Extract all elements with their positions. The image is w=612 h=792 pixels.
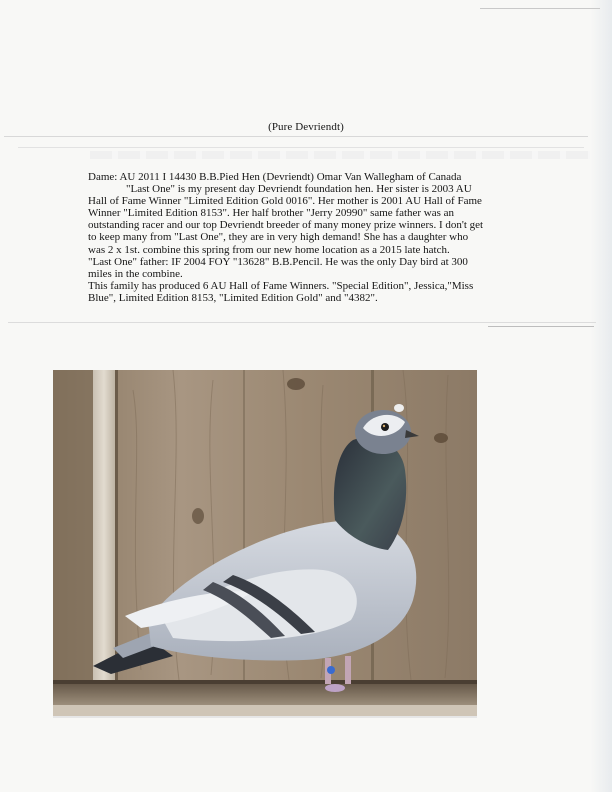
divider-line xyxy=(488,326,594,327)
pedigree-text xyxy=(88,171,528,304)
page-title: (Pure Devriendt) xyxy=(268,121,344,133)
photo-bottom-edge xyxy=(53,716,477,718)
divider-line xyxy=(4,136,588,137)
pedigree-line: This family has produced 6 AU Hall of Fame Winners. "Special Edition", Jessica,"Miss xyxy=(88,279,474,292)
pedigree-line: Hall of Fame Winner "Limited Edition Gold 0016". Her mother is 2001 AU Hall of Fame xyxy=(88,195,482,208)
pigeon-photo-drawing xyxy=(53,370,477,716)
pedigree-line: Winner "Limited Edition 8153". Her half brother "Jerry 20990" same father was an xyxy=(88,207,455,220)
pedigree-line: Blue", Limited Edition 8153, "Limited Edition Gold" and "4382". xyxy=(88,291,378,304)
pigeon-photo xyxy=(53,370,477,716)
pedigree-line: Dame: AU 2011 I 14430 B.B.Pied Hen (Devriendt) Omar Van Wallegham of Canada xyxy=(88,171,462,183)
pedigree-line: to keep many from "Last One", they are in very high demand! She has a daughter who xyxy=(88,231,469,244)
divider-line xyxy=(8,322,596,323)
pedigree-line: "Last One" father: IF 2004 FOY "13628" B.B.Pencil. He was the only Day bird at 300 xyxy=(88,255,468,268)
faded-text-artifact xyxy=(90,151,590,159)
pedigree-line: outstanding racer and our top Devriendt breeder of many money prize winners. I don't get xyxy=(88,219,484,232)
scan-edge xyxy=(590,0,612,792)
divider-line xyxy=(18,147,584,148)
pedigree-line: "Last One" is my present day Devriendt foundation hen. Her sister is 2003 AU xyxy=(126,183,472,196)
pedigree-line: miles in the combine. xyxy=(88,267,183,280)
scan-artifact-line xyxy=(480,8,600,9)
pedigree-line: was 2 x 1st. combine this spring from our new home location as a 2015 late hatch. xyxy=(88,243,450,256)
